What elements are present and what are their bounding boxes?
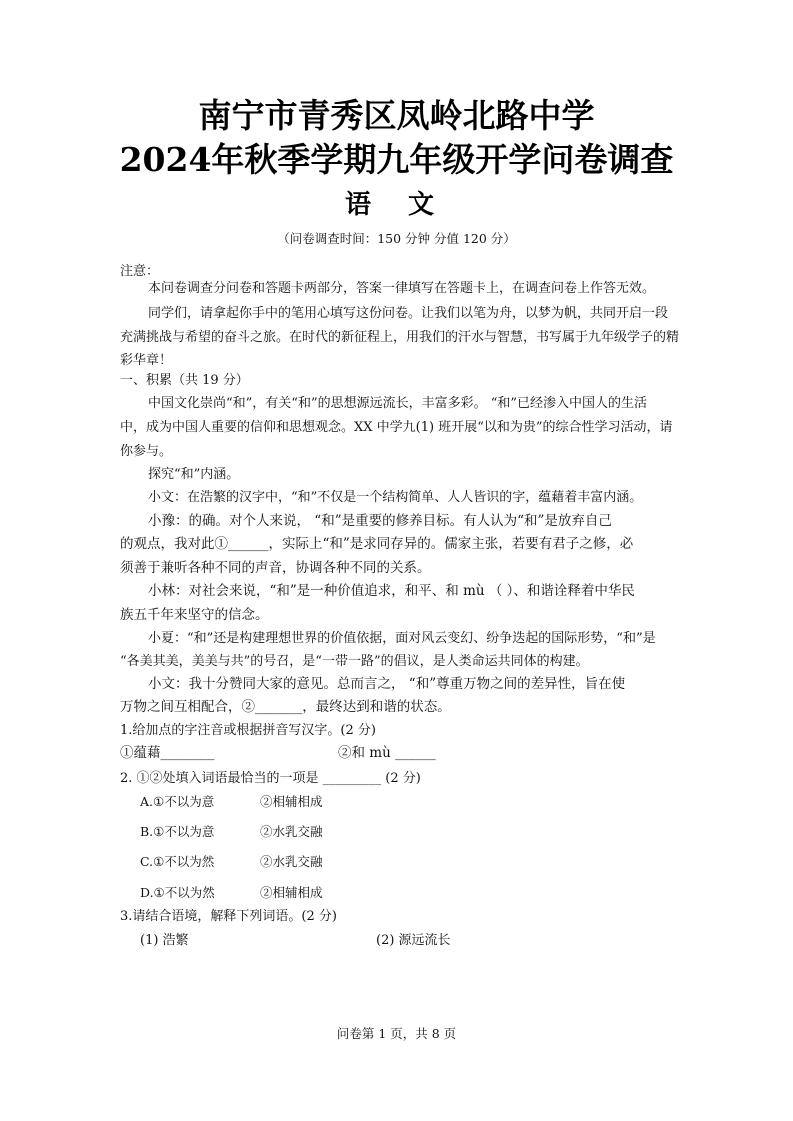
answer-blank: ①蕴藉________ bbox=[120, 745, 215, 761]
question-stem: 1.给加点的字注音或根据拼音写汉字。(2 分) bbox=[120, 723, 376, 738]
notice-line: 本问卷调查分问卷和答题卡两部分，答案一律填写在答题卡上，在调查问卷上作答无效。 bbox=[148, 281, 656, 296]
exam-meta: （问卷调查时间：150 分钟 分值 120 分） bbox=[277, 231, 516, 246]
term-item: (1) 浩繁 bbox=[140, 933, 189, 948]
paragraph-line: 的观点，我对此①______，实际上“和”是求同存异的。儒家主张，若要有君子之修，必 bbox=[120, 536, 634, 552]
answer-blank: ②和 mù ______ bbox=[338, 745, 436, 761]
paragraph-line: 中，成为中国人重要的信仰和思想观念。XX 中学九(1) 班开展“以和为贵”的综合性学习活动，请 bbox=[120, 420, 673, 435]
paragraph-line: 小夏：“和”还是构建理想世界的价值依据，面对风云变幻、纷争迭起的国际形势，“和”是 bbox=[148, 631, 656, 646]
paragraph-line: 探究“和”内涵。 bbox=[148, 467, 240, 482]
subject-title: 语 文 bbox=[344, 190, 449, 220]
question-stem: 2. ①②处填入词语最恰当的一项是 _________ (2 分) bbox=[120, 771, 421, 786]
page-footer: 问卷第 1 页，共 8 页 bbox=[336, 1026, 457, 1041]
paragraph-line: 须善于兼听各种不同的声音，协调各种不同的关系。 bbox=[120, 560, 431, 576]
term-item: (2) 源远流长 bbox=[376, 933, 451, 948]
paragraph-line: “各美其美，美美与共”的号召，是“一带一路”的倡议，是人类命运共同体的构建。 bbox=[120, 654, 589, 669]
option-key: C.①不以为然 bbox=[140, 854, 215, 869]
school-title: 南宁市青秀区凤岭北路中学 bbox=[198, 96, 595, 135]
option-value: ②水乳交融 bbox=[260, 824, 323, 839]
exam-title: 2024年秋季学期九年级开学问卷调查 bbox=[119, 140, 674, 179]
section-heading: 一、积累（共 19 分） bbox=[120, 373, 249, 388]
notice-line: 充满挑战与希望的奋斗之旅。在时代的新征程上，用我们的汗水与智慧，书写属于九年级学子的精 bbox=[120, 330, 680, 345]
option-key: D.①不以为然 bbox=[140, 885, 215, 900]
paragraph-line: 中国文化崇尚“和”，有关“和”的思想源远流长，丰富多彩。 “和”已经渗入中国人的生活 bbox=[148, 396, 648, 411]
option-value: ②相辅相成 bbox=[260, 794, 323, 809]
paragraph-line: 你参与。 bbox=[120, 444, 173, 459]
paragraph-line: 万物之间互相配合，②_______，最终达到和谐的状态。 bbox=[120, 699, 451, 715]
option-value: ②水乳交融 bbox=[260, 854, 323, 869]
paragraph-line: 族五千年来坚守的信念。 bbox=[120, 607, 269, 623]
notice-label: 注意： bbox=[120, 264, 160, 279]
notice-line: 同学们，请拿起你手中的笔用心填写这份问卷。让我们以笔为舟，以梦为帆，共同开启一段 bbox=[148, 306, 669, 321]
notice-line: 彩华章！ bbox=[120, 353, 173, 368]
paragraph-line: 小豫：的确。对个人来说， “和”是重要的修养目标。有人认为“和”是放弃自己 bbox=[148, 513, 612, 529]
option-value: ②相辅相成 bbox=[260, 885, 323, 900]
question-stem: 3.请结合语境，解释下列词语。(2 分) bbox=[120, 909, 337, 924]
option-key: A.①不以为意 bbox=[140, 794, 215, 809]
paragraph-line: 小文：在浩繁的汉字中，“和”不仅是一个结构简单、人人皆识的字，蕴藉着丰富内涵。 bbox=[148, 490, 643, 505]
option-key: B.①不以为意 bbox=[140, 824, 215, 839]
paragraph-line: 小文：我十分赞同大家的意见。总而言之， “和”尊重万物之间的差异性，旨在使 bbox=[148, 676, 626, 692]
paragraph-line: 小林：对社会来说，“和”是一种价值追求，和平、和 mù （ ）、和谐诠释着中华民 bbox=[148, 583, 635, 599]
